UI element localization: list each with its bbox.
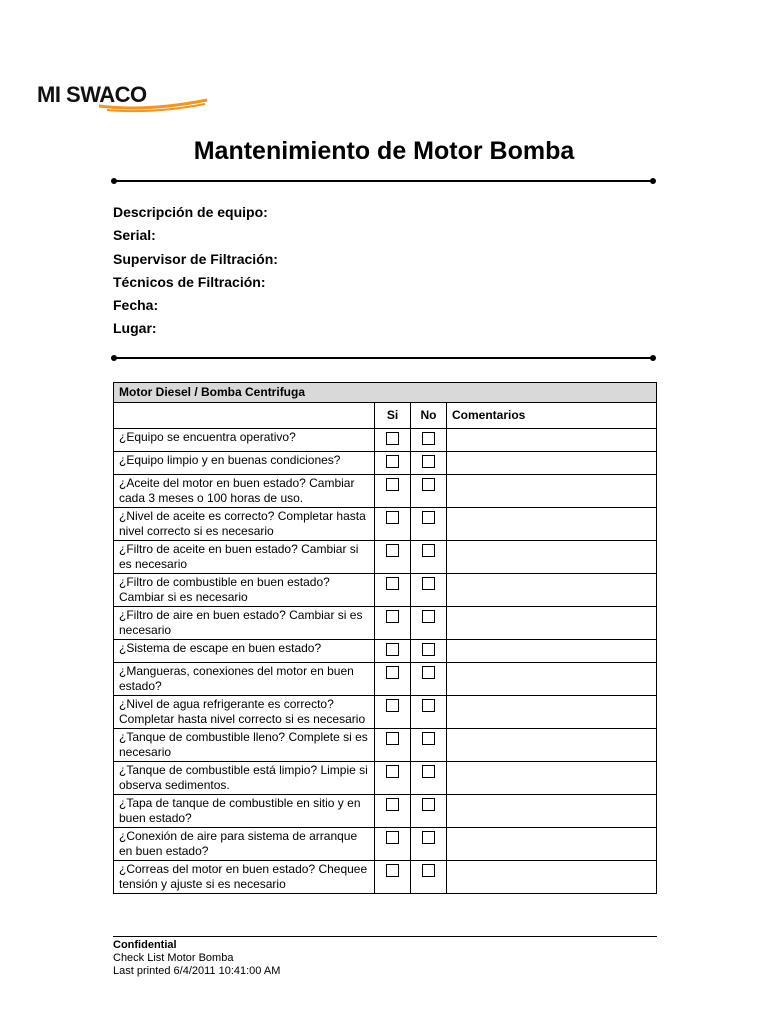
- checkbox-no[interactable]: [422, 478, 435, 491]
- cell-no: [411, 696, 447, 729]
- table-row: [114, 452, 657, 475]
- cell-si: [375, 574, 411, 607]
- checkbox-no[interactable]: [422, 732, 435, 745]
- checkbox-si[interactable]: [386, 666, 399, 679]
- table-row: [114, 795, 657, 828]
- cell-no: [411, 640, 447, 663]
- table-row: [114, 607, 657, 640]
- table-row: [114, 508, 657, 541]
- cell-no: [411, 607, 447, 640]
- checkbox-si[interactable]: [386, 798, 399, 811]
- column-header-comentarios: Comentarios: [447, 403, 657, 429]
- cell-si: [375, 452, 411, 475]
- comment-cell[interactable]: [447, 663, 657, 696]
- footer-divider: [113, 936, 657, 937]
- question-text: ¿Sistema de escape en buen estado?: [114, 640, 375, 663]
- divider-top: [113, 180, 654, 182]
- cell-si: [375, 508, 411, 541]
- checkbox-no[interactable]: [422, 831, 435, 844]
- cell-si: [375, 696, 411, 729]
- cell-no: [411, 541, 447, 574]
- checkbox-si[interactable]: [386, 864, 399, 877]
- comment-cell[interactable]: [447, 475, 657, 508]
- checkbox-si[interactable]: [386, 455, 399, 468]
- checkbox-si[interactable]: [386, 544, 399, 557]
- question-text: ¿Filtro de combustible en buen estado? Cambiar si es necesario: [114, 574, 375, 607]
- cell-no: [411, 828, 447, 861]
- checkbox-no[interactable]: [422, 432, 435, 445]
- question-column-header: [114, 403, 375, 429]
- checkbox-si[interactable]: [386, 478, 399, 491]
- comment-cell[interactable]: [447, 729, 657, 762]
- footer-confidential: Confidential: [113, 939, 177, 951]
- checkbox-no[interactable]: [422, 798, 435, 811]
- checkbox-si[interactable]: [386, 643, 399, 656]
- checkbox-no[interactable]: [422, 666, 435, 679]
- logo-text: MI SWACO: [37, 82, 147, 107]
- divider-bottom: [113, 357, 654, 359]
- checkbox-si[interactable]: [386, 831, 399, 844]
- question-text: ¿Filtro de aceite en buen estado? Cambiar si es necesario: [114, 541, 375, 574]
- cell-si: [375, 861, 411, 894]
- checkbox-no[interactable]: [422, 455, 435, 468]
- comment-cell[interactable]: [447, 696, 657, 729]
- checkbox-no[interactable]: [422, 511, 435, 524]
- cell-no: [411, 508, 447, 541]
- cell-no: [411, 452, 447, 475]
- question-text: ¿Tanque de combustible lleno? Complete si es necesario: [114, 729, 375, 762]
- company-logo: [37, 80, 212, 116]
- checkbox-si[interactable]: [386, 699, 399, 712]
- cell-si: [375, 607, 411, 640]
- field-descripcion: Descripción de equipo:: [113, 204, 268, 220]
- checkbox-si[interactable]: [386, 610, 399, 623]
- column-header-si: Si: [375, 403, 411, 429]
- table-row: [114, 574, 657, 607]
- cell-si: [375, 795, 411, 828]
- cell-no: [411, 475, 447, 508]
- cell-si: [375, 429, 411, 452]
- table-row: [114, 429, 657, 452]
- comment-cell[interactable]: [447, 429, 657, 452]
- checkbox-no[interactable]: [422, 864, 435, 877]
- table-row: [114, 541, 657, 574]
- cell-si: [375, 729, 411, 762]
- question-text: ¿Tapa de tanque de combustible en sitio y en buen estado?: [114, 795, 375, 828]
- cell-no: [411, 574, 447, 607]
- checkbox-no[interactable]: [422, 610, 435, 623]
- cell-si: [375, 541, 411, 574]
- logo-swoosh-icon: [97, 92, 209, 114]
- cell-si: [375, 663, 411, 696]
- field-fecha: Fecha:: [113, 297, 159, 314]
- question-text: ¿Equipo se encuentra operativo?: [114, 429, 375, 452]
- checkbox-no[interactable]: [422, 643, 435, 656]
- table-row: [114, 475, 657, 508]
- comment-cell[interactable]: [447, 607, 657, 640]
- footer-doc-name: Check List Motor Bomba: [113, 952, 234, 964]
- comment-cell[interactable]: [447, 828, 657, 861]
- page-title: Mantenimiento de Motor Bomba: [193, 137, 575, 165]
- question-text: ¿Equipo limpio y en buenas condiciones?: [114, 452, 375, 475]
- comment-cell[interactable]: [447, 574, 657, 607]
- cell-si: [375, 640, 411, 663]
- cell-no: [411, 795, 447, 828]
- cell-si: [375, 762, 411, 795]
- comment-cell[interactable]: [447, 508, 657, 541]
- table-row: [114, 828, 657, 861]
- column-header-no: No: [411, 403, 447, 429]
- checkbox-si[interactable]: [386, 432, 399, 445]
- table-row: [114, 861, 657, 894]
- cell-si: [375, 828, 411, 861]
- checkbox-no[interactable]: [422, 577, 435, 590]
- comment-cell[interactable]: [447, 795, 657, 828]
- comment-cell[interactable]: [447, 541, 657, 574]
- cell-no: [411, 429, 447, 452]
- comment-cell[interactable]: [447, 452, 657, 475]
- table-row: [114, 696, 657, 729]
- table-row: [114, 729, 657, 762]
- question-text: ¿Nivel de aceite es correcto? Completar hasta nivel correcto si es necesario: [114, 508, 375, 541]
- footer: [113, 939, 280, 978]
- field-lugar: Lugar:: [113, 320, 157, 337]
- checkbox-si[interactable]: [386, 577, 399, 590]
- question-text: ¿Mangueras, conexiones del motor en buen estado?: [114, 663, 375, 696]
- cell-no: [411, 762, 447, 795]
- checkbox-no[interactable]: [422, 699, 435, 712]
- comment-cell[interactable]: [447, 640, 657, 663]
- table-row: [114, 640, 657, 663]
- header-fields: [113, 202, 278, 342]
- footer-last-printed: Last printed 6/4/2011 10:41:00 AM: [113, 965, 281, 977]
- section-title: Motor Diesel / Bomba Centrifuga: [114, 383, 657, 403]
- question-text: ¿Correas del motor en buen estado? Chequee tensión y ajuste si es necesario: [114, 861, 375, 894]
- cell-no: [411, 663, 447, 696]
- checkbox-si[interactable]: [386, 511, 399, 524]
- cell-si: [375, 475, 411, 508]
- table-row: [114, 762, 657, 795]
- checkbox-no[interactable]: [422, 765, 435, 778]
- question-text: ¿Nivel de agua refrigerante es correcto? Completar hasta nivel correcto si es necesario: [114, 696, 375, 729]
- checkbox-si[interactable]: [386, 765, 399, 778]
- cell-no: [411, 861, 447, 894]
- checkbox-si[interactable]: [386, 732, 399, 745]
- question-text: ¿Tanque de combustible está limpio? Limpie si observa sedimentos.: [114, 762, 375, 795]
- question-text: ¿Conexión de aire para sistema de arranque en buen estado?: [114, 828, 375, 861]
- field-tecnicos: Técnicos de Filtración:: [113, 273, 266, 290]
- checkbox-no[interactable]: [422, 544, 435, 557]
- table-row: [114, 663, 657, 696]
- question-text: ¿Aceite del motor en buen estado? Cambiar cada 3 meses o 100 horas de uso.: [114, 475, 375, 508]
- question-text: ¿Filtro de aire en buen estado? Cambiar si es necesario: [114, 607, 375, 640]
- comment-cell[interactable]: [447, 762, 657, 795]
- field-serial: Serial:: [113, 227, 156, 244]
- comment-cell[interactable]: [447, 861, 657, 894]
- field-supervisor: Supervisor de Filtración:: [113, 250, 278, 267]
- checklist-table: [113, 382, 657, 894]
- cell-no: [411, 729, 447, 762]
